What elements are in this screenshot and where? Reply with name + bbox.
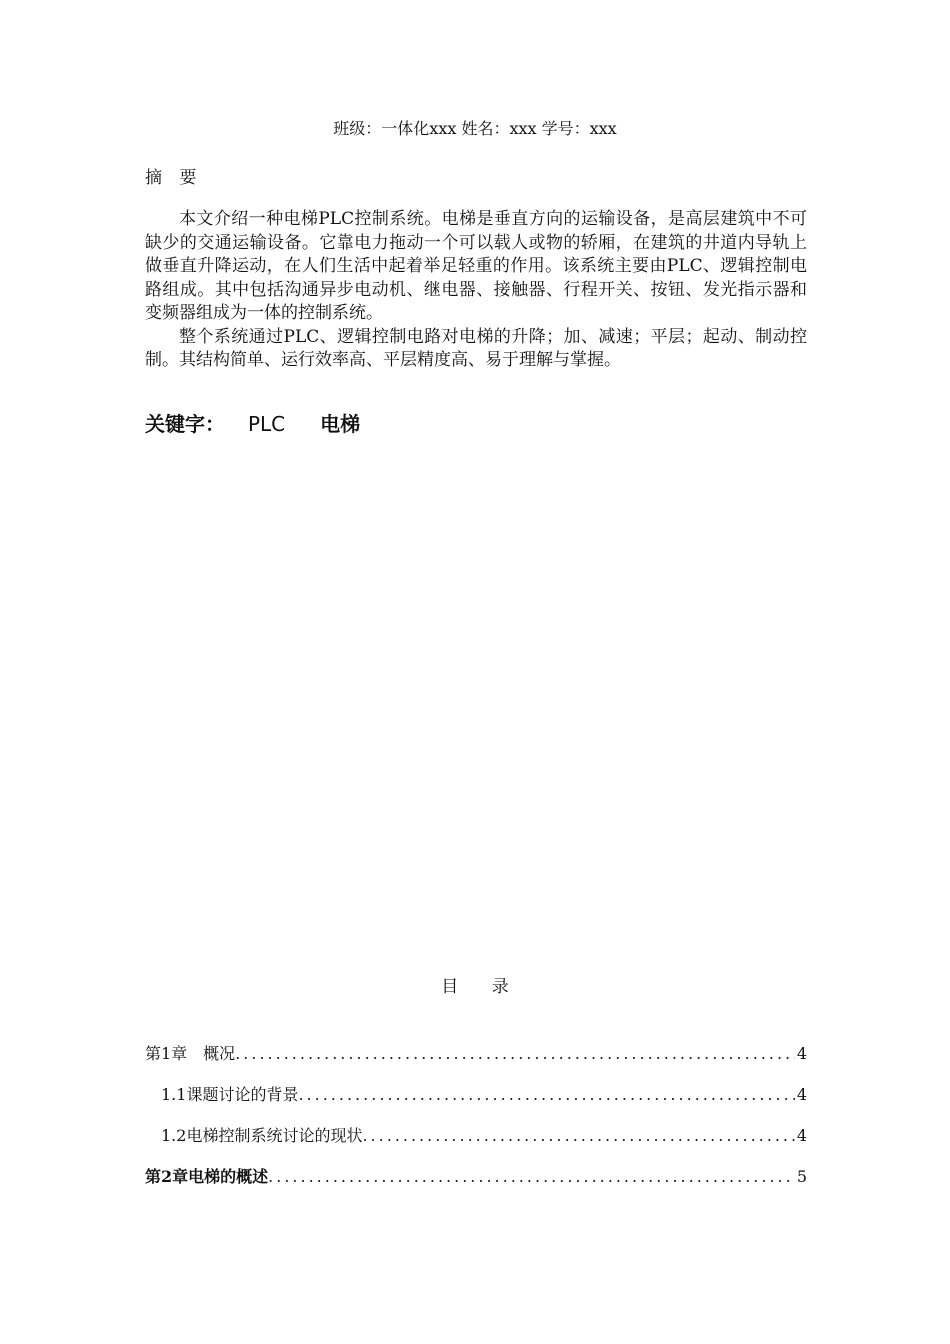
toc-leader-dots — [235, 1043, 795, 1065]
abstract-paragraph-1: 本文介绍一种电梯PLC控制系统。电梯是垂直方向的运输设备，是高层建筑中不可缺少的交通运输设备。它靠电力拖动一个可以载人或物的轿厢，在建筑的井道内导轨上做垂直升降运动，在人们生活中起着举足轻重的作用。该系统主要由PLC、逻辑控制电路组成。其中包括沟通异步电动机、继电器、接触器、行程开关、按钮、发光指示器和变频器组成为一体的控制系统。 — [145, 209, 807, 323]
abstract-paragraph-2: 整个系统通过PLC、逻辑控制电路对电梯的升降；加、减速；平层；起动、制动控制。其结构简单、运行效率高、平层精度高、易于理解与掌握。 — [145, 326, 807, 370]
toc-entry[interactable] — [145, 1166, 807, 1188]
toc-entry[interactable] — [161, 1084, 807, 1106]
toc-entry-label: 第1章 概况 — [145, 1044, 236, 1063]
student-info-line: 班级：一体化xxx 姓名：xxx 学号：xxx — [333, 119, 617, 138]
abstract-body — [145, 208, 807, 373]
toc-entry-label: 1.1课题讨论的背景 — [161, 1085, 299, 1104]
toc-leader-dots — [298, 1084, 794, 1106]
toc-entry-page: 5 — [796, 1167, 807, 1186]
abstract-heading: 摘 要 — [145, 168, 203, 188]
toc-entry-page: 4 — [796, 1126, 807, 1145]
toc-entry[interactable] — [145, 1043, 807, 1065]
toc-entry[interactable] — [161, 1125, 807, 1147]
keywords-label: 关键字： — [145, 412, 225, 436]
keyword-item: PLC — [247, 412, 286, 436]
toc-title: 目 录 — [441, 977, 523, 997]
toc-entry-label: 1.2电梯控制系统讨论的现状 — [161, 1126, 363, 1145]
keywords-line — [145, 410, 388, 438]
toc-entry-page: 4 — [796, 1085, 807, 1104]
toc-leader-dots — [362, 1125, 794, 1147]
keyword-item: 电梯 — [320, 412, 361, 436]
toc-entry-label: 第2章电梯的概述 — [145, 1167, 269, 1186]
toc-leader-dots — [268, 1166, 795, 1188]
toc-entry-page: 4 — [796, 1044, 807, 1063]
